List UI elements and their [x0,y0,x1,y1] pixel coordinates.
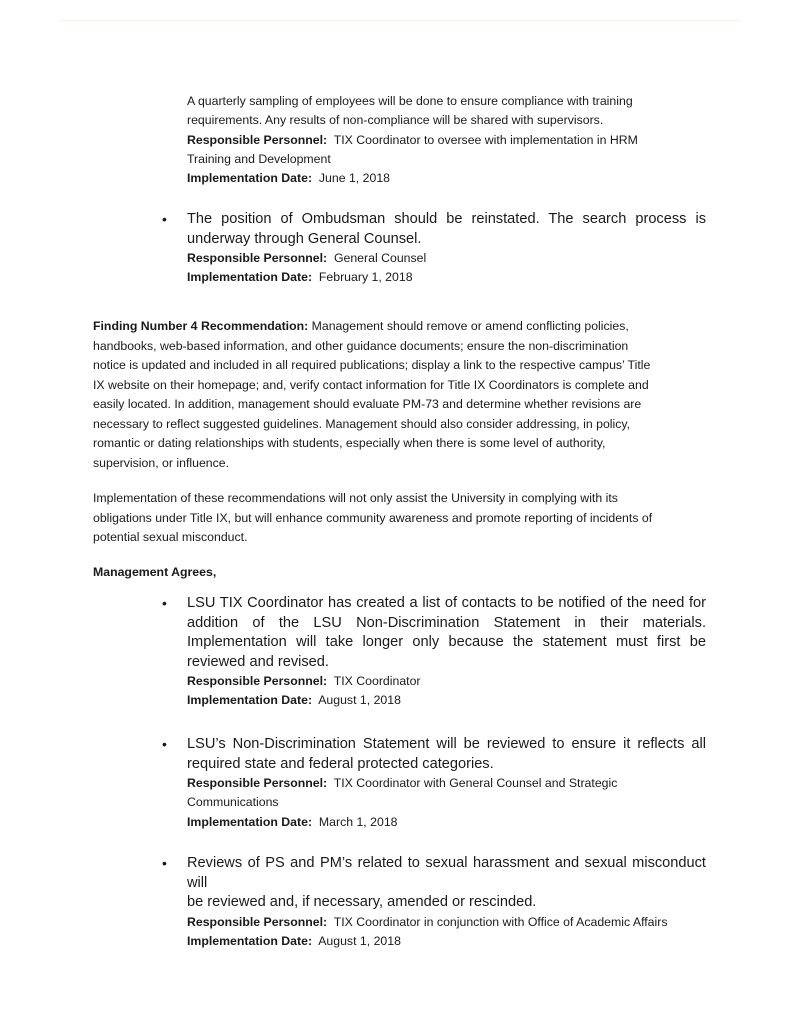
ombudsman-item [187,210,706,288]
finding-text: Management should remove or amend conflicting policies, [311,319,629,333]
date-line [187,932,706,951]
finding-line: easily located. In addition, management should evaluate PM-73 and determine whether revisions are [93,397,642,411]
responsible-label: Responsible Personnel: [187,776,328,790]
implementation-paragraph [93,489,705,548]
management-agrees-heading: Management Agrees, [93,565,217,579]
bullet-marker: • [162,211,167,227]
header-rule [60,20,740,21]
date-label: Implementation Date: [187,814,313,829]
intro-line: requirements. Any results of non-compliance will be shared with supervisors. [187,113,604,128]
date-line [187,691,706,710]
date-value: August 1, 2018 [318,693,401,708]
responsible-label: Responsible Personnel [187,132,323,147]
item-line: be reviewed and, if necessary, amended or rescinded. [187,894,537,910]
responsible-line [187,672,706,691]
intro-line: A quarterly sampling of employees will be done to ensure compliance with training [187,94,633,108]
date-line [187,268,706,287]
responsible-line [187,131,707,150]
agreement-item [187,594,706,711]
item-line: addition of the LSU Non-Discrimination Statement in their materials. [187,614,706,631]
responsible-line [187,913,706,932]
bullet-marker: • [162,855,167,871]
bullet-marker: • [162,595,167,611]
finding-line: romantic or dating relationships with students, especially when there is some level of authority, [93,436,606,450]
responsible-label: Responsible Personnel: [187,251,328,265]
finding-line: necessary to reflect suggested guidelines. Management should also consider addressing, in policy, [93,416,631,431]
finding-line [93,317,705,337]
date-line [187,169,707,188]
finding-line: notice is updated and included in all required publications; display a link to the respective campus’ Title [93,358,651,372]
implementation-line: Implementation of these recommendations will not only assist the University in complying with its [93,491,618,505]
finding-line: handbooks, web-based information, and other guidance documents; ensure the non-discrimination [93,338,629,353]
implementation-line: potential sexual misconduct. [93,530,248,544]
finding-line: supervision, or influence. [93,455,230,470]
item-line: reviewed and revised. [187,653,329,670]
date-label: Implementation Date: [187,933,313,948]
responsible-value: TIX Coordinator [333,674,421,688]
responsible-value-cont: Training and Development [187,151,331,166]
responsible-line [187,249,706,268]
finding-label: Finding Number 4 Recommendation: [93,319,309,333]
item-line: Implementation will take longer only because the statement must first be [187,634,706,650]
date-value: June 1, 2018 [318,171,391,186]
finding-line: IX website on their homepage; and, verify contact information for Title IX Coordinators is complete and [93,377,649,392]
date-value: March 1, 2018 [318,814,398,829]
item-line: Reviews of PS and PM’s related to sexual harassment and sexual misconduct will [187,855,706,891]
responsible-line [187,774,706,793]
item-line: required state and federal protected categories. [187,755,494,772]
item-line: LSU’s Non-Discrimination Statement will be reviewed to ensure it reflects all [187,736,706,752]
responsible-value-cont: Communications [187,795,279,810]
date-line [187,813,706,832]
responsible-value: TIX Coordinator in conjunction with Office of Academic Affairs [333,914,668,929]
item-line: LSU TIX Coordinator has created a list of contacts to be notified of the need for [187,595,706,611]
responsible-value: TIX Coordinator to oversee with implementation in HRM [333,132,638,147]
date-label: Implementation Date: [187,171,313,186]
implementation-line: obligations under Title IX, but will enhance community awareness and promote reporting of incidents of [93,510,653,525]
agreement-item [187,735,706,832]
item-line: underway through General Counsel. [187,230,422,247]
date-label: Implementation Date: [187,270,313,285]
responsible-value: TIX Coordinator with General Counsel and Strategic [333,776,618,790]
item-line: The position of Ombudsman should be reinstated. The search process is [187,211,706,227]
responsible-colon: : [323,132,328,147]
bullet-marker: • [162,736,167,752]
agreement-item [187,854,706,951]
date-value: February 1, 2018 [318,270,413,285]
finding-4-paragraph [93,317,705,473]
responsible-label: Responsible Personnel: [187,914,328,929]
responsible-value: General Counsel [333,251,427,265]
date-label: Implementation Date: [187,693,313,708]
date-value: August 1, 2018 [318,933,401,948]
responsible-label: Responsible Personnel: [187,674,328,688]
intro-block [187,92,707,188]
